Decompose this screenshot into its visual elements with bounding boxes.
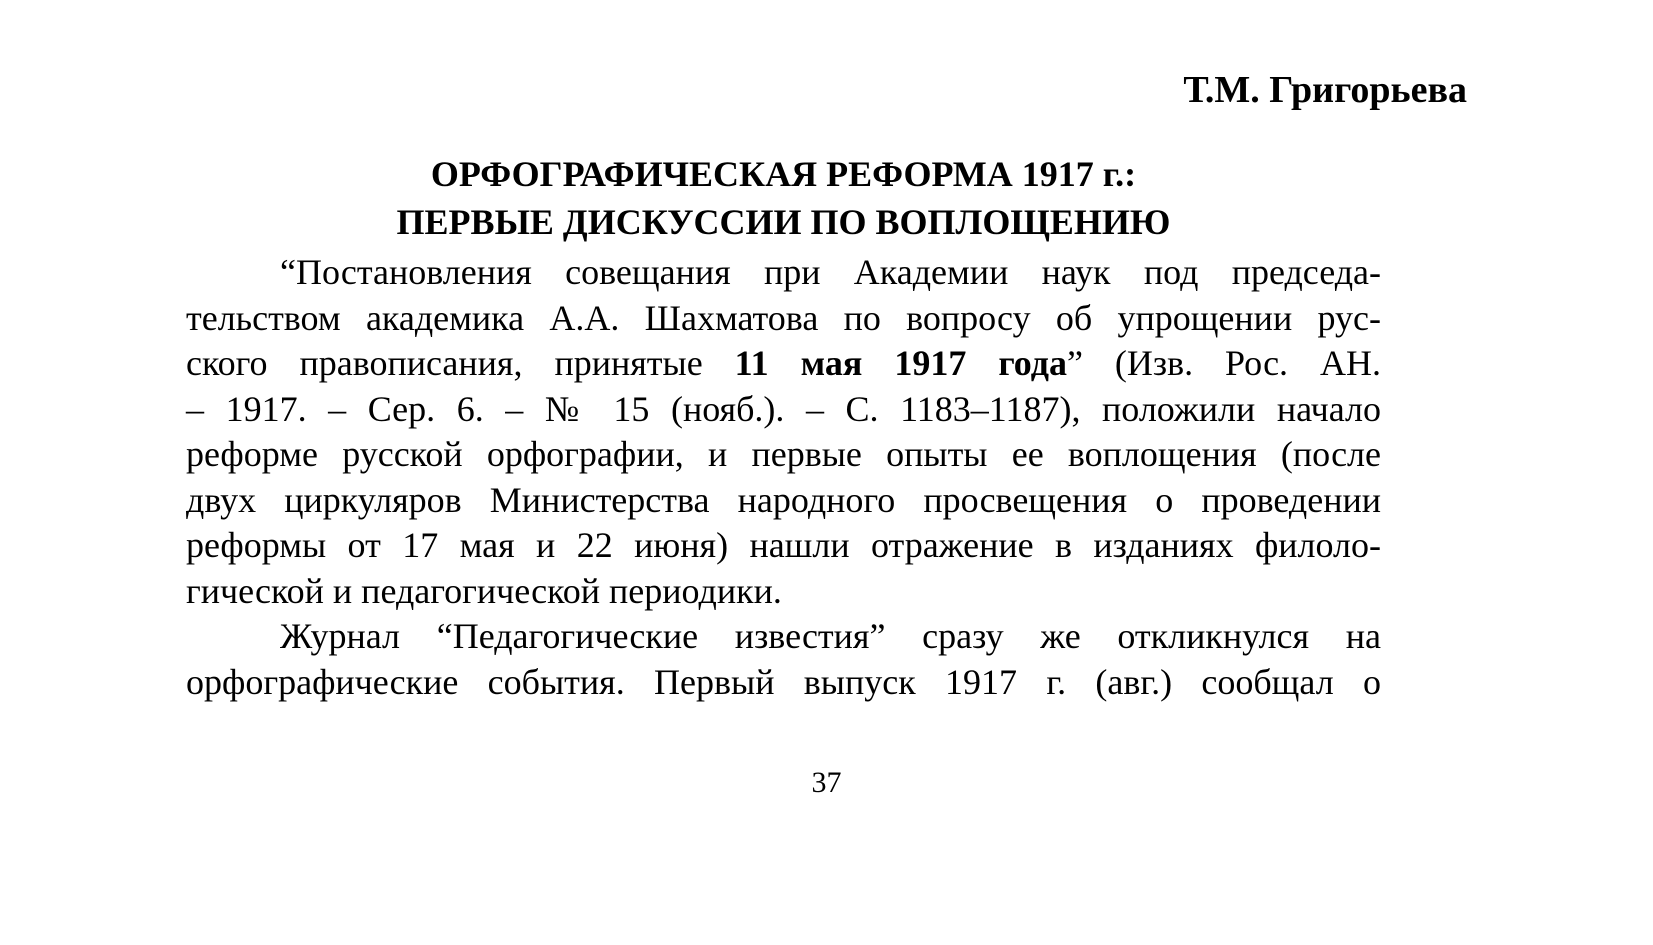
paragraph-1-line-5: реформе русской орфографии, и первые опыты ее воплощения (после (186, 434, 1381, 474)
paragraph-1-line-1: “Постановления совещания при Академии наук под председа- (280, 252, 1381, 292)
date-emphasis: 11 мая 1917 года (734, 343, 1067, 383)
article-body (186, 250, 1381, 705)
paragraph-1-line-8: гической и педагогической периодики. (186, 570, 782, 611)
title-line-2: ПЕРВЫЕ ДИСКУССИИ ПО ВОПЛОЩЕНИЮ (396, 202, 1171, 242)
paragraph-1-line-4: – 1917. – Сер. 6. – № 15 (нояб.). – С. 1183–1187), положили начало (186, 388, 1381, 429)
paragraph-1-line-7: реформы от 17 мая и 22 июня) нашли отражение в изданиях филоло- (186, 525, 1381, 565)
title-line-1: ОРФОГРАФИЧЕСКАЯ РЕФОРМА 1917 г.: (430, 154, 1137, 194)
paragraph-2 (186, 614, 1381, 705)
paragraph-2-line-2: орфографические события. Первый выпуск 1917 г. (авг.) сообщал о (186, 661, 1381, 702)
paragraph-1-line-3: ского правописания, принятые 11 мая 1917 года” (Изв. Рос. АН. (186, 343, 1382, 383)
author-name: Т.М. Григорьева (1183, 69, 1467, 111)
article-title (186, 150, 1381, 246)
paragraph-1-line-2: тельством академика А.А. Шахматова по вопросу об упрощении рус- (186, 297, 1381, 338)
page-number: 37 (811, 766, 842, 799)
paragraph-1-line-6: двух циркуляров Министерства народного просвещения о проведении (186, 479, 1381, 520)
paragraph-2-line-1: Журнал “Педагогические известия” сразу же откликнулся на (280, 616, 1381, 656)
paragraph-1 (186, 250, 1381, 614)
